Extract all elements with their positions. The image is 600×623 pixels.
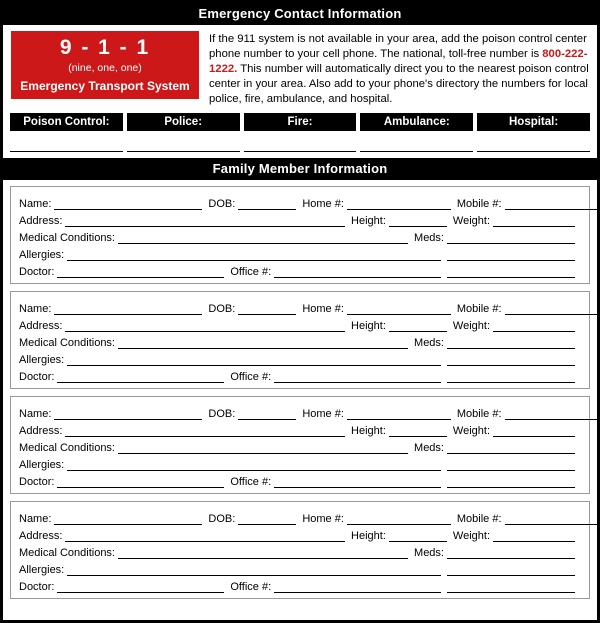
emergency-contact-write-in-lines	[3, 131, 597, 158]
label-height: Height:	[351, 425, 386, 438]
emergency-instructions	[209, 31, 589, 107]
row-name	[19, 508, 581, 525]
input-name[interactable]	[54, 302, 202, 315]
input-name[interactable]	[54, 512, 202, 525]
contact-label-fire: Fire:	[244, 113, 357, 131]
input-office-phone[interactable]	[274, 475, 441, 488]
label-doctor: Doctor:	[19, 371, 55, 384]
input-doctor-extra[interactable]	[447, 265, 575, 278]
input-doctor[interactable]	[57, 475, 224, 488]
label-home: Home #:	[302, 303, 344, 316]
label-home: Home #:	[302, 198, 344, 211]
input-allergies[interactable]	[67, 458, 441, 471]
row-medical	[19, 542, 581, 559]
label-office: Office #:	[230, 266, 272, 279]
poison-control-phone-number: 800-222-1222.	[209, 48, 588, 76]
contact-label-poison-control: Poison Control:	[10, 113, 123, 131]
label-weight: Weight:	[452, 320, 490, 333]
label-allergies: Allergies:	[19, 249, 65, 262]
label-meds: Meds:	[414, 547, 444, 560]
family-member-card	[10, 186, 590, 284]
contact-input-ambulance[interactable]	[360, 131, 473, 152]
contact-label-ambulance: Ambulance:	[360, 113, 473, 131]
label-doctor: Doctor:	[19, 266, 55, 279]
label-mobile: Mobile #:	[456, 198, 502, 211]
emergency-contact-labels	[3, 109, 597, 131]
input-mobile-phone[interactable]	[505, 197, 600, 210]
input-height[interactable]	[389, 319, 447, 332]
emergency-number: 9 - 1 - 1	[59, 36, 151, 60]
label-medical-conditions: Medical Conditions:	[19, 337, 115, 350]
input-doctor-extra[interactable]	[447, 475, 575, 488]
input-allergies-continued[interactable]	[447, 353, 575, 366]
label-weight: Weight:	[452, 425, 490, 438]
label-meds: Meds:	[414, 337, 444, 350]
row-name	[19, 403, 581, 420]
input-mobile-phone[interactable]	[505, 512, 600, 525]
label-address: Address:	[19, 320, 63, 333]
input-address[interactable]	[65, 214, 345, 227]
input-office-phone[interactable]	[274, 265, 441, 278]
input-allergies[interactable]	[67, 248, 441, 261]
input-doctor-extra[interactable]	[447, 580, 575, 593]
emergency-intro-row	[3, 25, 597, 109]
label-dob: DOB:	[208, 408, 236, 421]
label-medical-conditions: Medical Conditions:	[19, 442, 115, 455]
emergency-instructions-part1: If the 911 system is not available in your area, add the poison control center phone number to your cell phone. The national, toll-free number is	[209, 33, 587, 61]
input-address[interactable]	[65, 319, 345, 332]
label-name: Name:	[19, 513, 52, 526]
label-height: Height:	[351, 530, 386, 543]
row-medical	[19, 227, 581, 244]
row-address	[19, 420, 581, 437]
row-doctor	[19, 366, 581, 383]
input-name[interactable]	[54, 197, 202, 210]
input-allergies-continued[interactable]	[447, 563, 575, 576]
row-name	[19, 193, 581, 210]
input-allergies-continued[interactable]	[447, 458, 575, 471]
input-weight[interactable]	[493, 529, 575, 542]
input-home-phone[interactable]	[347, 197, 451, 210]
emergency-911-badge	[11, 31, 199, 99]
section-header-emergency: Emergency Contact Information	[3, 3, 597, 25]
label-name: Name:	[19, 408, 52, 421]
input-allergies-continued[interactable]	[447, 248, 575, 261]
label-office: Office #:	[230, 476, 272, 489]
section-header-family: Family Member Information	[3, 158, 597, 180]
row-allergies	[19, 244, 581, 261]
label-dob: DOB:	[208, 198, 236, 211]
input-office-phone[interactable]	[274, 580, 441, 593]
contact-input-hospital[interactable]	[477, 131, 590, 152]
input-mobile-phone[interactable]	[505, 302, 600, 315]
input-doctor[interactable]	[57, 580, 224, 593]
input-weight[interactable]	[493, 214, 575, 227]
label-mobile: Mobile #:	[456, 513, 502, 526]
label-medical-conditions: Medical Conditions:	[19, 232, 115, 245]
label-meds: Meds:	[414, 232, 444, 245]
label-dob: DOB:	[208, 513, 236, 526]
emergency-instructions-part2: This number will automatically direct you to the nearest poison control center in your area. Also add to your phone's directory the numbers for local police, fire, ambulance, and hospital.	[209, 63, 589, 106]
label-address: Address:	[19, 425, 63, 438]
contact-input-poison-control[interactable]	[10, 131, 123, 152]
input-home-phone[interactable]	[347, 512, 451, 525]
input-dob[interactable]	[238, 407, 296, 420]
row-medical	[19, 437, 581, 454]
contact-input-police[interactable]	[127, 131, 240, 152]
emergency-number-spelled: (nine, one, one)	[68, 61, 142, 74]
input-doctor[interactable]	[57, 265, 224, 278]
label-office: Office #:	[230, 581, 272, 594]
input-dob[interactable]	[238, 302, 296, 315]
family-member-card	[10, 291, 590, 389]
emergency-transport-system-label: Emergency Transport System	[20, 78, 190, 93]
label-allergies: Allergies:	[19, 564, 65, 577]
label-weight: Weight:	[452, 215, 490, 228]
row-address	[19, 525, 581, 542]
label-home: Home #:	[302, 408, 344, 421]
family-member-card	[10, 396, 590, 494]
input-medical-conditions[interactable]	[118, 231, 408, 244]
input-allergies[interactable]	[67, 563, 441, 576]
input-address[interactable]	[65, 529, 345, 542]
input-doctor-extra[interactable]	[447, 370, 575, 383]
row-address	[19, 315, 581, 332]
input-allergies[interactable]	[67, 353, 441, 366]
family-member-cards	[3, 180, 597, 599]
input-height[interactable]	[389, 214, 447, 227]
input-home-phone[interactable]	[347, 302, 451, 315]
label-address: Address:	[19, 215, 63, 228]
label-height: Height:	[351, 215, 386, 228]
label-home: Home #:	[302, 513, 344, 526]
row-allergies	[19, 349, 581, 366]
label-height: Height:	[351, 320, 386, 333]
row-doctor	[19, 576, 581, 593]
input-dob[interactable]	[238, 197, 296, 210]
label-name: Name:	[19, 303, 52, 316]
input-mobile-phone[interactable]	[505, 407, 600, 420]
label-address: Address:	[19, 530, 63, 543]
input-office-phone[interactable]	[274, 370, 441, 383]
contact-input-fire[interactable]	[244, 131, 357, 152]
row-name	[19, 298, 581, 315]
input-weight[interactable]	[493, 424, 575, 437]
label-office: Office #:	[230, 371, 272, 384]
row-medical	[19, 332, 581, 349]
input-doctor[interactable]	[57, 370, 224, 383]
input-weight[interactable]	[493, 319, 575, 332]
label-weight: Weight:	[452, 530, 490, 543]
label-doctor: Doctor:	[19, 476, 55, 489]
input-meds[interactable]	[447, 546, 575, 559]
input-dob[interactable]	[238, 512, 296, 525]
input-name[interactable]	[54, 407, 202, 420]
label-dob: DOB:	[208, 303, 236, 316]
input-meds[interactable]	[447, 231, 575, 244]
row-address	[19, 210, 581, 227]
input-height[interactable]	[389, 529, 447, 542]
label-name: Name:	[19, 198, 52, 211]
label-mobile: Mobile #:	[456, 303, 502, 316]
input-meds[interactable]	[447, 336, 575, 349]
input-address[interactable]	[65, 424, 345, 437]
input-medical-conditions[interactable]	[118, 546, 408, 559]
input-height[interactable]	[389, 424, 447, 437]
label-doctor: Doctor:	[19, 581, 55, 594]
input-medical-conditions[interactable]	[118, 336, 408, 349]
row-allergies	[19, 559, 581, 576]
input-meds[interactable]	[447, 441, 575, 454]
input-medical-conditions[interactable]	[118, 441, 408, 454]
label-mobile: Mobile #:	[456, 408, 502, 421]
label-allergies: Allergies:	[19, 459, 65, 472]
input-home-phone[interactable]	[347, 407, 451, 420]
family-member-card	[10, 501, 590, 599]
row-doctor	[19, 471, 581, 488]
label-allergies: Allergies:	[19, 354, 65, 367]
label-medical-conditions: Medical Conditions:	[19, 547, 115, 560]
row-allergies	[19, 454, 581, 471]
label-meds: Meds:	[414, 442, 444, 455]
contact-label-police: Police:	[127, 113, 240, 131]
contact-label-hospital: Hospital:	[477, 113, 590, 131]
row-doctor	[19, 261, 581, 278]
